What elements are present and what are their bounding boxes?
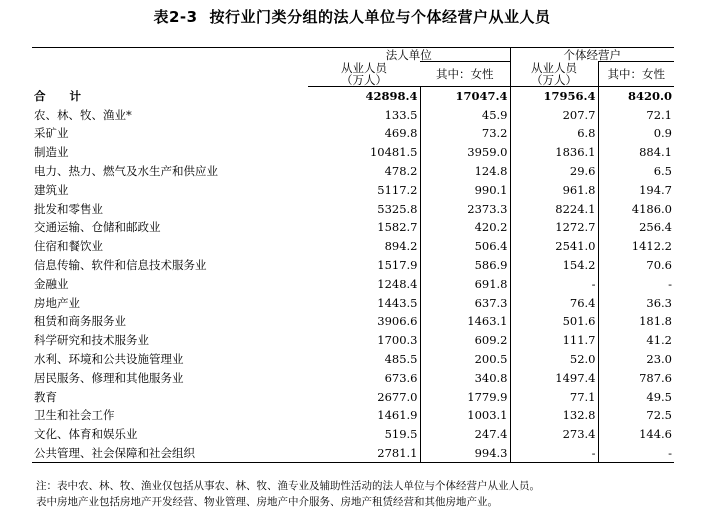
industry-name: 住宿和餐饮业 (34, 239, 103, 254)
table-row (32, 105, 674, 124)
corp-female-cell: 17047.4 (420, 86, 510, 105)
table-title-text: 按行业门类分组的法人单位与个体经营户从业人员 (209, 8, 551, 26)
corp-female-cell: 994.3 (420, 444, 510, 463)
indiv-employees-cell: 8224.1 (510, 199, 598, 218)
indiv-employees-cell: 52.0 (510, 350, 598, 369)
corp-header-line-3: （万人） (341, 72, 387, 87)
corp-female-cell: 420.2 (420, 218, 510, 237)
table-row (32, 293, 674, 312)
table-row (32, 237, 674, 256)
corp-employees-cell: 133.5 (308, 105, 420, 124)
corp-header-line-2: 从业人员 (341, 60, 387, 75)
indiv-employees-cell: 1497.4 (510, 368, 598, 387)
indiv-female-cell: 194.7 (639, 182, 672, 197)
corp-female-cell: 3959.0 (420, 143, 510, 162)
indiv-employees-cell: 207.7 (510, 105, 598, 124)
industry-name: 电力、热力、燃气及水生产和供应业 (34, 164, 218, 179)
corp-employees-cell: 2677.0 (308, 387, 420, 406)
indiv-employees-cell: 273.4 (510, 425, 598, 444)
corp-header-line-1: 法人单位 (385, 48, 432, 62)
table-number: 表2-3 (153, 8, 198, 26)
corp-female-header: 其中：女性 (420, 62, 510, 87)
corp-female-cell: 1003.1 (420, 406, 510, 425)
industry-name: 建筑业 (34, 182, 69, 197)
corp-employees-cell: 1248.4 (308, 274, 420, 293)
corp-employees-cell: 2781.1 (308, 444, 420, 463)
industry-name: 农、林、牧、渔业* (34, 107, 132, 122)
indiv-female-cell: 256.4 (639, 220, 672, 235)
indiv-employees-cell: 17956.4 (510, 86, 598, 105)
table-row (32, 444, 674, 463)
table-row (32, 406, 674, 425)
indiv-female-cell: 884.1 (639, 145, 672, 160)
corp-employees-cell: 5325.8 (308, 199, 420, 218)
corp-female-cell: 506.4 (420, 237, 510, 256)
table-notes (36, 478, 696, 510)
industry-name: 房地产业 (34, 295, 80, 310)
corp-employees-cell: 1517.9 (308, 256, 420, 275)
corp-female-cell: 586.9 (420, 256, 510, 275)
indiv-female-cell: 49.5 (646, 389, 672, 404)
indiv-employees-cell: 154.2 (510, 256, 598, 275)
corp-female-cell: 200.5 (420, 350, 510, 369)
corp-employees-cell: 1461.9 (308, 406, 420, 425)
indiv-female-cell: 4186.0 (631, 201, 672, 216)
table-row (32, 124, 674, 143)
corp-employees-cell: 1700.3 (308, 331, 420, 350)
corp-employees-cell: 478.2 (308, 162, 420, 181)
corp-female-cell: 73.2 (420, 124, 510, 143)
indiv-female-cell: 72.1 (646, 107, 672, 122)
indiv-employees-cell: 132.8 (510, 406, 598, 425)
indiv-group-header (510, 48, 674, 62)
indiv-female-header: 其中：女性 (598, 62, 674, 87)
table-row (32, 312, 674, 331)
corp-female-cell: 340.8 (420, 368, 510, 387)
indiv-employees-cell: 2541.0 (510, 237, 598, 256)
total-row (32, 86, 674, 105)
corp-female-cell: 247.4 (420, 425, 510, 444)
indiv-female-cell: 36.3 (646, 295, 672, 310)
indiv-female-cell: 23.0 (646, 352, 672, 367)
indiv-female-cell: 41.2 (646, 333, 672, 348)
table-row (32, 199, 674, 218)
indiv-female-cell: 144.6 (639, 427, 672, 442)
corp-female-cell: 2373.3 (420, 199, 510, 218)
indiv-female-cell: 8420.0 (627, 88, 672, 103)
indiv-employees-cell: 501.6 (510, 312, 598, 331)
industry-name: 采矿业 (34, 126, 69, 141)
industry-name: 租赁和商务服务业 (34, 314, 126, 329)
industry-name: 交通运输、仓储和邮政业 (34, 220, 161, 235)
industry-name: 科学研究和技术服务业 (34, 333, 149, 348)
table-row (32, 143, 674, 162)
corp-female-cell: 1463.1 (420, 312, 510, 331)
indiv-employees-cell: - (510, 444, 598, 463)
indiv-female-cell: 181.8 (639, 314, 672, 329)
indiv-female-cell: 787.6 (639, 370, 672, 385)
table-row (32, 274, 674, 293)
indiv-header-line-1: 个体经营户 (563, 48, 621, 62)
data-table (32, 47, 674, 463)
table-row (32, 387, 674, 406)
corp-female-cell: 990.1 (420, 180, 510, 199)
note-line: 表中房地产业包括房地产开发经营、物业管理、房地产中介服务、房地产租赁经营和其他房地产业。 (36, 496, 498, 508)
indiv-female-cell: 0.9 (653, 126, 672, 141)
industry-name: 居民服务、修理和其他服务业 (34, 370, 184, 385)
industry-name: 教育 (34, 389, 57, 404)
industry-name: 制造业 (34, 145, 69, 160)
table-row (32, 180, 674, 199)
corp-group-header (308, 48, 510, 62)
row-label-header (32, 48, 308, 87)
corp-employees-cell: 485.5 (308, 350, 420, 369)
corp-employees-cell: 10481.5 (308, 143, 420, 162)
corp-female-cell: 691.8 (420, 274, 510, 293)
indiv-employees-cell: 76.4 (510, 293, 598, 312)
table-row (32, 218, 674, 237)
corp-female-cell: 609.2 (420, 331, 510, 350)
corp-female-cell: 637.3 (420, 293, 510, 312)
table-row (32, 331, 674, 350)
table-row (32, 425, 674, 444)
indiv-female-cell: - (668, 276, 672, 291)
indiv-female-cell: 70.6 (646, 258, 672, 273)
corp-employees-cell: 1443.5 (308, 293, 420, 312)
industry-name: 文化、体育和娱乐业 (34, 427, 138, 442)
industry-name: 水利、环境和公共设施管理业 (34, 352, 184, 367)
table-row (32, 368, 674, 387)
industry-name: 卫生和社会工作 (34, 408, 115, 423)
indiv-employees-cell: 111.7 (510, 331, 598, 350)
indiv-header-line-2: 从业人员 (531, 60, 577, 75)
industry-name: 公共管理、社会保障和社会组织 (32, 444, 308, 463)
corp-employees-cell: 894.2 (308, 237, 420, 256)
corp-female-cell: 45.9 (420, 105, 510, 124)
corp-female-cell: 1779.9 (420, 387, 510, 406)
table-title (0, 6, 704, 27)
corp-employees-cell: 673.6 (308, 368, 420, 387)
indiv-female-cell: 72.5 (646, 408, 672, 423)
indiv-female-cell: 1412.2 (631, 239, 672, 254)
corp-employees-cell: 3906.6 (308, 312, 420, 331)
table-row (32, 350, 674, 369)
table-row (32, 162, 674, 181)
corp-employees-cell: 519.5 (308, 425, 420, 444)
indiv-employees-cell: 77.1 (510, 387, 598, 406)
industry-name: 信息传输、软件和信息技术服务业 (34, 258, 207, 273)
industry-name: 批发和零售业 (34, 201, 103, 216)
corp-female-cell: 124.8 (420, 162, 510, 181)
industry-name: 金融业 (34, 276, 69, 291)
indiv-employees-cell: - (510, 274, 598, 293)
corp-employees-cell: 1582.7 (308, 218, 420, 237)
corp-total-header (308, 62, 420, 87)
corp-employees-cell: 469.8 (308, 124, 420, 143)
indiv-female-cell: 6.5 (653, 164, 672, 179)
table-row (32, 256, 674, 275)
note-line: 注：表中农、林、牧、渔业仅包括从事农、林、牧、渔专业及辅助性活动的法人单位与个体经营户从业人员。 (36, 480, 540, 492)
indiv-employees-cell: 6.8 (510, 124, 598, 143)
indiv-employees-cell: 1272.7 (510, 218, 598, 237)
indiv-header-line-3: （万人） (531, 72, 577, 87)
indiv-employees-cell: 1836.1 (510, 143, 598, 162)
indiv-female-cell: - (598, 444, 674, 463)
indiv-employees-cell: 961.8 (510, 180, 598, 199)
industry-name: 合 计 (34, 88, 92, 103)
indiv-employees-cell: 29.6 (510, 162, 598, 181)
corp-employees-cell: 5117.2 (308, 180, 420, 199)
indiv-total-header (510, 62, 598, 87)
table-body (32, 86, 674, 463)
corp-employees-cell: 42898.4 (308, 86, 420, 105)
